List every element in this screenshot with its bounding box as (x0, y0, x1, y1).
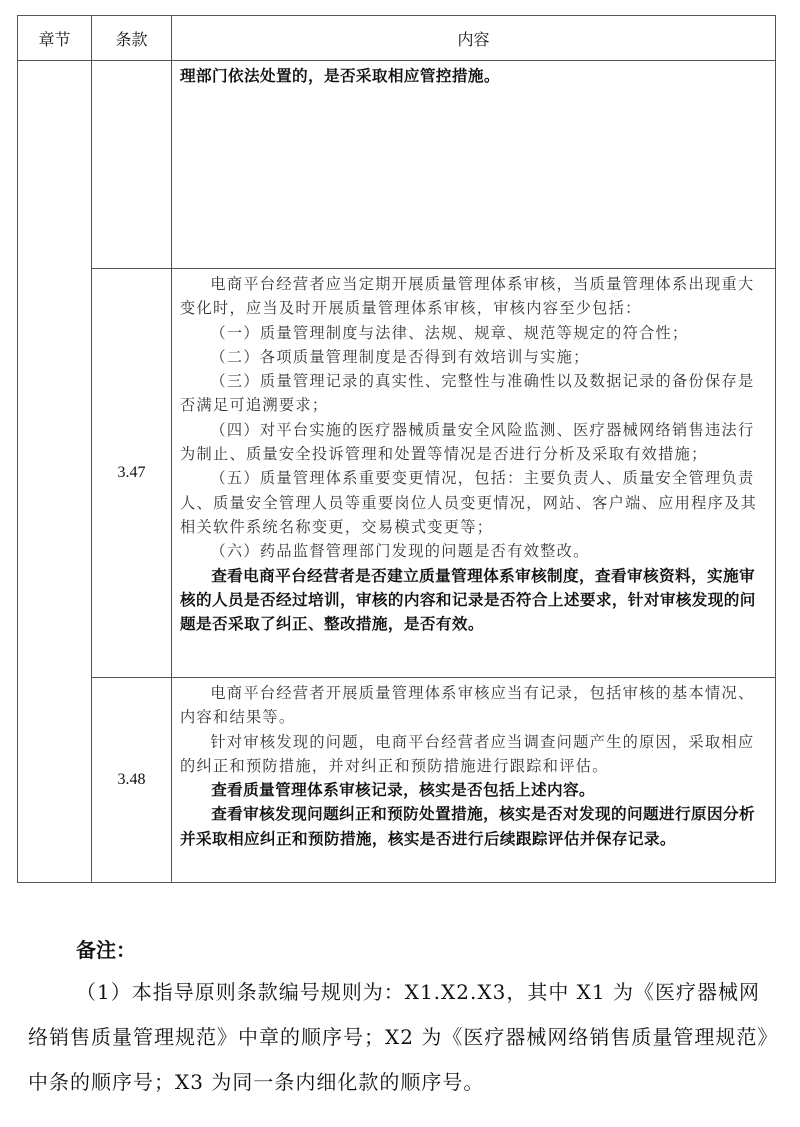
content-cell (172, 678, 776, 883)
notes-section (28, 930, 773, 1105)
header-content: 内容 (172, 16, 776, 61)
content-paragraph: 理部门依法处置的，是否采取相应管控措施。 (180, 67, 500, 85)
table-row (18, 678, 776, 883)
content-paragraph: 查看质量管理体系审核记录，核实是否包括上述内容。 (211, 781, 596, 800)
content-cell (172, 61, 776, 269)
content-paragraph: （四）对平台实施的医疗器械质量安全风险监测、医疗器械网络销售违法行为制止、质量安全投诉管理和处置等情况是否进行分析及采取有效措施； (180, 420, 755, 464)
content-paragraph: （三）质量管理记录的真实性、完整性与准确性以及数据记录的备份保存是否满足可追溯要求； (180, 372, 755, 415)
content-paragraph: 电商平台经营者应当定期开展质量管理体系审核，当质量管理体系出现重大变化时，应当及时开展质量管理体系审核，审核内容至少包括： (180, 275, 755, 318)
clause-cell: 3.48 (92, 678, 172, 883)
clause-cell (92, 61, 172, 269)
table-row (18, 61, 776, 269)
content-paragraph: 查看电商平台经营者是否建立质量管理体系审核制度，查看审核资料，实施审核的人员是否经过培训，审核的内容和记录是否符合上述要求，针对审核发现的问题是否采取了纠正、整改措施，是否有效。 (180, 566, 756, 634)
content-paragraph: 电商平台经营者开展质量管理体系审核应当有记录，包括审核的基本情况、内容和结果等。 (180, 684, 755, 727)
content-cell (172, 269, 776, 678)
notes-item: （1）本指导原则条款编号规则为：X1.X2.X3，其中 X1 为《医疗器械网络销售质量管理规范》中章的顺序号；X2 为《医疗器械网络销售质量管理规范》中条的顺序号；X3 为同一条内细化款的顺序号。 (28, 980, 769, 1094)
regulation-table (17, 15, 776, 883)
content-paragraph: （六）药品监督管理部门发现的问题是否有效整改。 (210, 542, 590, 561)
notes-title: 备注： (76, 938, 136, 962)
chapter-cell (18, 61, 92, 883)
content-paragraph: 针对审核发现的问题，电商平台经营者应当调查问题产生的原因，采取相应的纠正和预防措施，并对纠正和预防措施进行跟踪和评估。 (180, 732, 755, 775)
header-chapter: 章节 (18, 16, 92, 61)
header-clause: 条款 (92, 16, 172, 61)
table-row (18, 269, 776, 678)
content-paragraph: （二）各项质量管理制度是否得到有效培训与实施； (210, 347, 590, 366)
content-paragraph: （一）质量管理制度与法律、法规、规章、规范等规定的符合性； (210, 323, 689, 342)
clause-cell: 3.47 (92, 269, 172, 678)
content-paragraph: 查看审核发现问题纠正和预防处置措施，核实是否对发现的问题进行原因分析并采取相应纠正和预防措施，核实是否进行后续跟踪评估并保存记录。 (180, 805, 755, 848)
content-paragraph: （五）质量管理体系重要变更情况，包括：主要负责人、质量安全管理负责人、质量安全管理人员等重要岗位人员变更情况，网站、客户端、应用程序及其相关软件系统名称变更，交易模式变更等； (180, 469, 758, 536)
table-header-row (18, 16, 776, 61)
